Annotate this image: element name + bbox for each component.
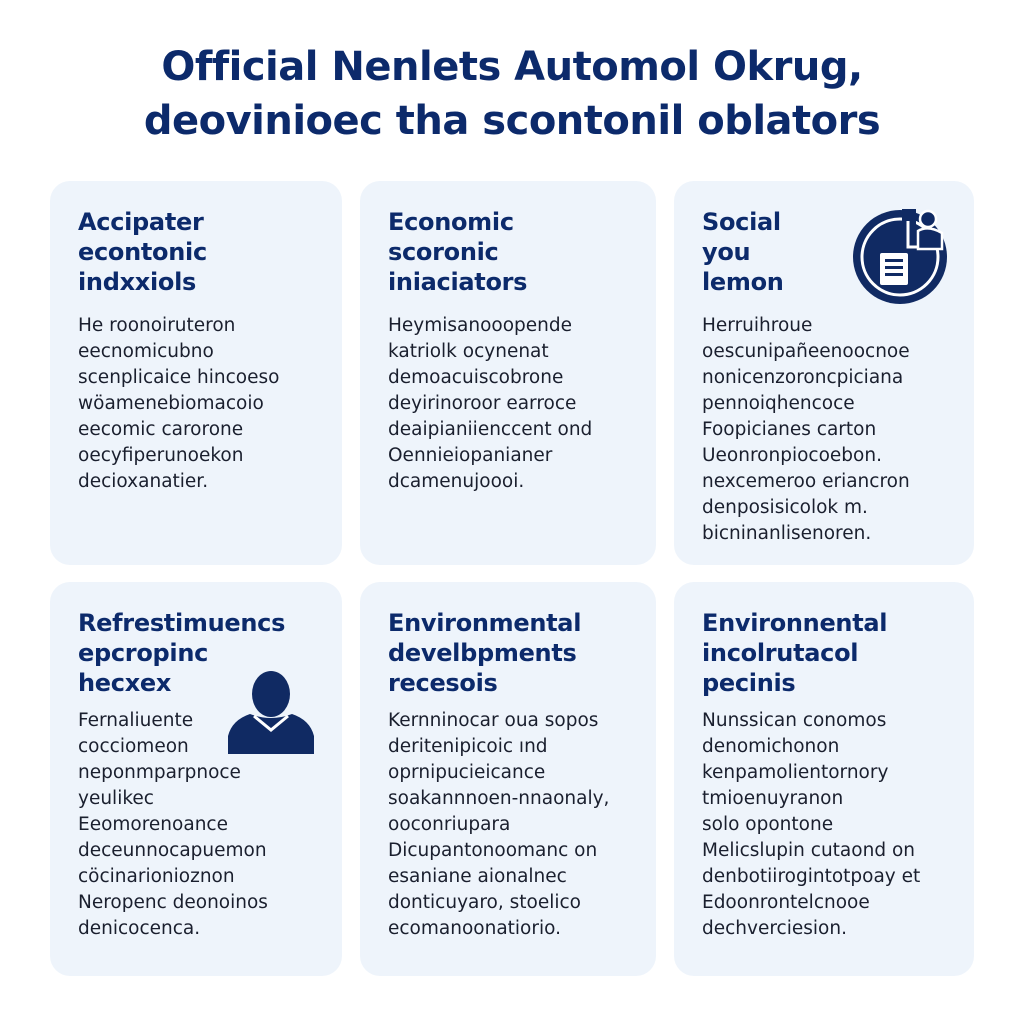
card-social-you-lemon [674, 181, 974, 565]
card-body-line: demoacuiscobrone [388, 367, 564, 388]
card-body-line: ecomanoonatiorio. [388, 918, 561, 939]
card-body [78, 313, 279, 495]
card-body-line: deaipianiienccent ond [388, 419, 593, 440]
card-economic-scoronic [360, 181, 656, 565]
card-body-line: Heymisanooopende [388, 315, 573, 336]
card-body [78, 708, 268, 942]
card-body-line: Fernaliuente [78, 710, 194, 731]
card-body-line: nonicenzoroncpiciana [702, 367, 904, 388]
card-accipater-econtonic [50, 181, 342, 565]
card-body-line: decioxanatier. [78, 471, 209, 492]
card-body-line: eecnomicubno [78, 341, 214, 362]
card-body-line: denposisicolok m. [702, 497, 868, 518]
card-environnental-incolrutacol [674, 582, 974, 976]
card-body [388, 708, 609, 942]
card-body-line: eecomic carorone [78, 419, 244, 440]
card-heading-line: you [702, 238, 751, 266]
card-body-line: pennoiqhencoce [702, 393, 855, 414]
card-body-line: cöcinarionioznon [78, 866, 235, 887]
page-title [0, 40, 1024, 148]
card-heading-line: iniaciators [388, 268, 528, 296]
card-body-line: denicocenca. [78, 918, 201, 939]
card-body-line: Eeomorenoance [78, 814, 228, 835]
card-body-line: dechverciesion. [702, 918, 847, 939]
card-body-line: yeulikec [78, 788, 154, 809]
card-body-line: katriolk ocynenat [388, 341, 549, 362]
card-heading [78, 207, 207, 297]
card-body-line: oescunipañeenoocnoe [702, 341, 910, 362]
card-body-line: Edoonrontelcnooe [702, 892, 870, 913]
card-body-line: Foopicianes carton [702, 419, 877, 440]
card-heading-line: Environmental [388, 609, 582, 637]
card-heading-line: develbpments [388, 639, 577, 667]
card-body-line: ooconriupara [388, 814, 511, 835]
card-heading-line: Refrestimuencs [78, 609, 286, 637]
card-heading-line: scoronic [388, 238, 499, 266]
card-body-line: deceunnocapuemon [78, 840, 267, 861]
social-document-icon [850, 207, 950, 307]
title-line-1: Official Nenlets Automol Okrug, [161, 44, 863, 90]
card-heading-line: indxxiols [78, 268, 196, 296]
card-body [702, 313, 910, 547]
card-body-line: neponmparpnoce [78, 762, 241, 783]
card-heading-line: Environnental [702, 609, 888, 637]
card-body-line: Kernninocar oua sopos [388, 710, 599, 731]
card-body-line: nexcemeroo eriancron [702, 471, 910, 492]
title-line-2: deovinioec tha scontonil oblators [143, 98, 881, 144]
card-body-line: oecyfiperunoekon [78, 445, 244, 466]
card-body-line: deritenipicoic ınd [388, 736, 548, 757]
card-heading [702, 608, 887, 698]
card-heading-line: incolrutacol [702, 639, 859, 667]
card-refrestimuencs [50, 582, 342, 976]
card-body-line: soakannnoen-nnaonaly, [388, 788, 610, 809]
card-body-line: Melicslupin cutaond on [702, 840, 915, 861]
card-body-line: deyirinoroor earroce [388, 393, 577, 414]
card-heading-line: epcropinc [78, 639, 209, 667]
card-body-line: denomichonon [702, 736, 840, 757]
card-body-line: solo opontone [702, 814, 834, 835]
card-body-line: cocciomeon [78, 736, 189, 757]
card-heading-line: Economic [388, 208, 514, 236]
card-body-line: bicninanlisenoren. [702, 523, 872, 544]
card-body-line: scenplicaice hincoeso [78, 367, 280, 388]
card-heading-line: Accipater [78, 208, 204, 236]
card-heading-line: hecxex [78, 669, 172, 697]
card-body-line: kenpamolientornory [702, 762, 889, 783]
card-heading [388, 207, 527, 297]
card-body-line: denbotiirogintotpoay et [702, 866, 921, 887]
card-heading-line: lemon [702, 268, 784, 296]
card-body-line: esaniane aionalnec [388, 866, 567, 887]
card-body-line: donticuyaro, stoelico [388, 892, 582, 913]
card-body [702, 708, 920, 942]
card-body [388, 313, 592, 495]
card-body-line: Nunssican conomos [702, 710, 887, 731]
card-body-line: tmioenuyranon [702, 788, 844, 809]
card-heading [388, 608, 581, 698]
card-body-line: Oennieiopanianer [388, 445, 553, 466]
card-body-line: wöamenebiomacoio [78, 393, 264, 414]
card-heading [702, 207, 784, 297]
card-body-line: He roonoiruteron [78, 315, 236, 336]
card-heading-line: econtonic [78, 238, 207, 266]
card-body-line: Herruihroue [702, 315, 813, 336]
card-body-line: Dicupantonoomanc on [388, 840, 598, 861]
card-body-line: Neropenc deonoinos [78, 892, 268, 913]
card-body-line: Ueonronpiocoebon. [702, 445, 882, 466]
card-body-line: oprnipucieicance [388, 762, 546, 783]
card-body-line: dcamenujoooi. [388, 471, 525, 492]
card-heading-line: pecinis [702, 669, 796, 697]
card-environmental-developments [360, 582, 656, 976]
card-heading-line: recesois [388, 669, 498, 697]
card-heading-line: Social [702, 208, 781, 236]
